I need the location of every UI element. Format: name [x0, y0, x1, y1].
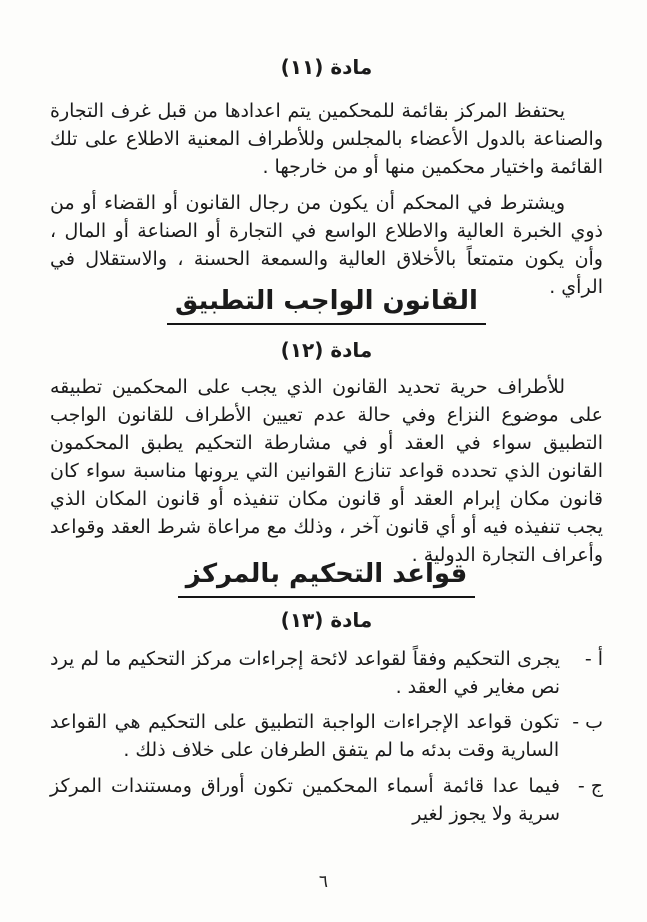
article-13-title: مادة (١٣) — [280, 608, 373, 632]
list-item-a-marker: أ - — [584, 648, 603, 670]
list-item-a — [50, 645, 603, 701]
article-12-title: مادة (١٢) — [280, 338, 373, 362]
page-number: ٦ — [318, 872, 329, 892]
list-item-b — [50, 708, 603, 764]
list-item-b-text: تكون قواعد الإجراءات الواجبة التطبيق على التحكيم هي القواعد السارية وقت بدئه ما لم يتفق الطرفان على خلاف ذلك . — [50, 711, 560, 761]
section-heading-arbitration-rules-wrap — [50, 560, 603, 598]
list-item-c-marker: ج - — [577, 775, 603, 797]
list-item-b-marker: ب - — [572, 711, 603, 733]
list-item-c-text: فيما عدا قائمة أسماء المحكمين تكون أوراق ومستندات المركز سرية ولا يجوز لغير — [50, 775, 560, 825]
article-11-title: مادة (١١) — [280, 55, 373, 79]
paragraph-article-12-1: للأطراف حرية تحديد القانون الذي يجب على المحكمين تطبيقه على موضوع النزاع وفي حالة عدم تعيين الأطراف للقانون الواجب التطبيق سواء في العقد أو في مشارطة التحكيم يطبق المحكمون القانون الذي تحدده قواعد تنازع القوانين التي يرونها مناسبة سواء كان قانون مكان إبرام العقد أو قانون مكان تنفيذه أو قانون المكان الذي يجب تنفيذه فيه أو أي قانون آخر ، وذلك مع مراعاة شرط العقد وقواعد وأعراف التجارة الدولية . — [50, 376, 603, 566]
section-heading-applicable-law: القانون الواجب التطبيق — [167, 287, 486, 325]
section-heading-arbitration-rules: قواعد التحكيم بالمركز — [178, 560, 475, 598]
section-heading-applicable-law-wrap — [50, 287, 603, 325]
paragraph-article-11-1: يحتفظ المركز بقائمة للمحكمين يتم اعدادها من قبل غرف التجارة والصناعة بالدول الأعضاء بالمجلس وللأطراف المعنية الاطلاع على تلك القائمة واختيار محكمين منها أو من خارجها . — [50, 100, 603, 178]
list-item-a-text: يجرى التحكيم وفقاً لقواعد لائحة إجراءات مركز التحكيم ما لم يرد نص مغاير في العقد . — [50, 648, 560, 698]
paragraph-article-11-2: ويشترط في المحكم أن يكون من رجال القانون أو القضاء أو من ذوي الخبرة العالية والاطلاع الواسع في التجارة أو الصناعة أو المال ، وأن يكون متمتعاً بالأخلاق العالية والسمعة الحسنة ، والاستقلال في الرأي . — [50, 192, 603, 298]
list-item-c — [50, 772, 603, 828]
